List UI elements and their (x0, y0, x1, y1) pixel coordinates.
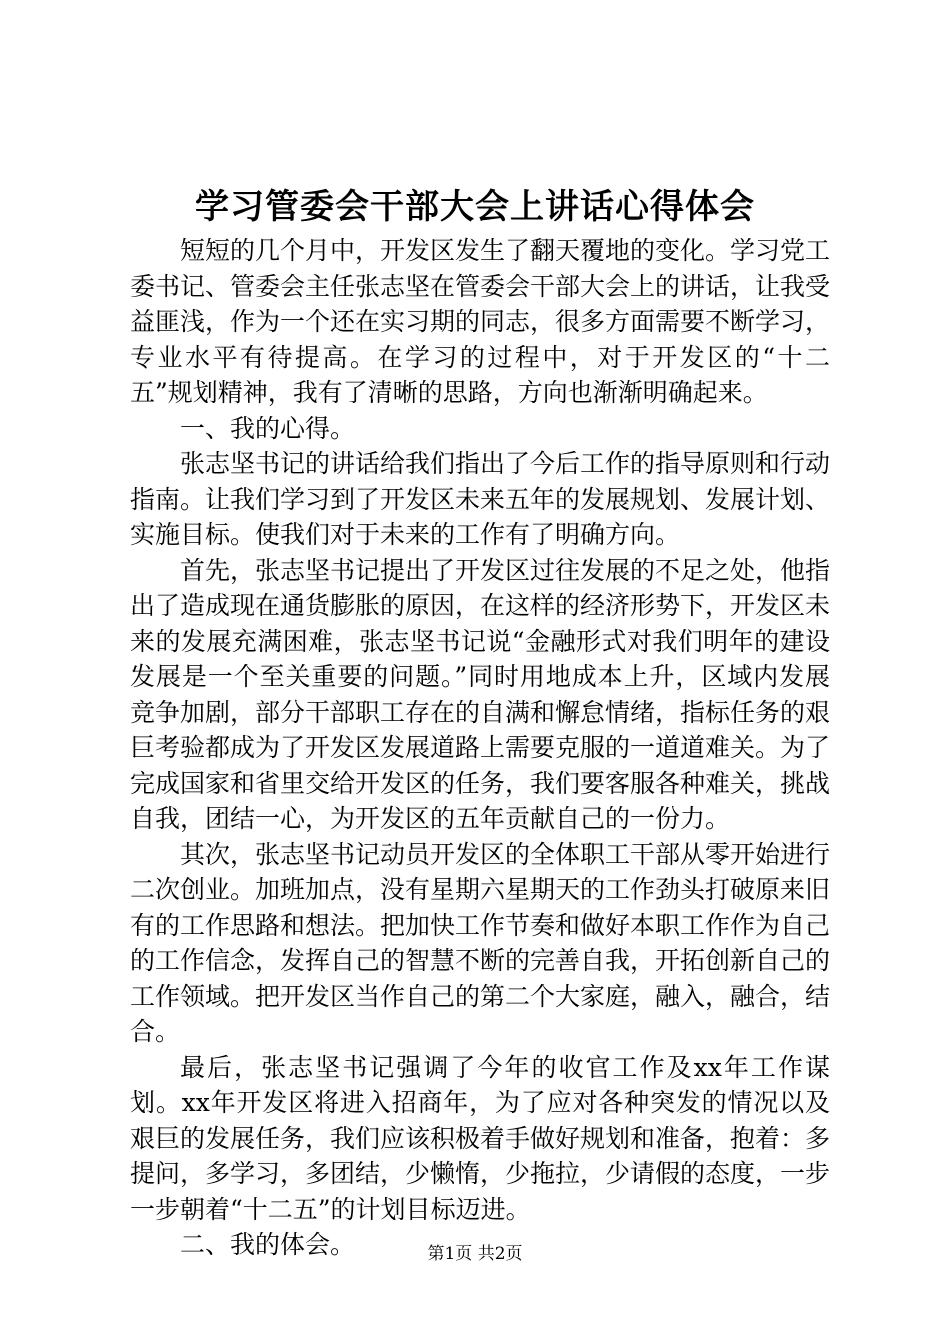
paragraph-last: 最后，张志坚书记强调了今年的收官工作及xx年工作谋划。xx年开发区将进入招商年，为了应对各种突发的情况以及艰巨的发展任务，我们应该积极着手做好规划和准备，抱着：多提问，多学习，多团结，少懒惰，少拖拉，少请假的态度，一步一步朝着“十二五”的计划目标迈进。 (130, 1052, 831, 1224)
document-body (130, 233, 830, 1263)
page-number-footer: 第1页 共2页 (427, 1244, 523, 1264)
paragraph-guidance: 张志坚书记的讲话给我们指出了今后工作的指导原则和行动指南。让我们学习到了开发区未来五年的发展规划、发展计划、实施目标。使我们对于未来的工作有了明确方向。 (130, 449, 831, 549)
paragraph-intro: 短短的几个月中，开发区发生了翻天覆地的变化。学习党工委书记、管委会主任张志坚在管委会干部大会上的讲话，让我受益匪浅，作为一个还在实习期的同志，很多方面需要不断学习，专业水平有待提高。在学习的过程中，对于开发区的“十二五”规划精神，我有了清晰的思路，方向也渐渐明确起来。 (130, 236, 831, 407)
paragraph-second: 其次，张志坚书记动员开发区的全体职工干部从零开始进行二次创业。加班加点，没有星期六星期天的工作劲头打破原来旧有的工作思路和想法。把加快工作节奏和做好本职工作作为自己的工作信念，发挥自己的智慧不断的完善自我，开拓创新自己的工作领域。把开发区当作自己的第二个大家庭，融入，融合，结合。 (130, 839, 831, 1046)
section-heading-1: 一、我的心得。 (180, 413, 356, 443)
document-title: 学习管委会干部大会上讲话心得体会 (195, 187, 755, 227)
paragraph-first: 首先，张志坚书记提出了开发区过往发展的不足之处，他指出了造成现在通货膨胀的原因，在这样的经济形势下，开发区未来的发展充满困难，张志坚书记说“金融形式对我们明年的建设发展是一个至关重要的问题。”同时用地成本上升，区域内发展竞争加剧，部分干部职工存在的自满和懈怠情绪，指标任务的艰巨考验都成为了开发区发展道路上需要克服的一道道难关。为了完成国家和省里交给开发区的任务，我们要客服各种难关，挑战自我，团结一心，为开发区的五年贡献自己的一份力。 (130, 555, 831, 833)
section-heading-2: 二、我的体会。 (180, 1230, 356, 1259)
